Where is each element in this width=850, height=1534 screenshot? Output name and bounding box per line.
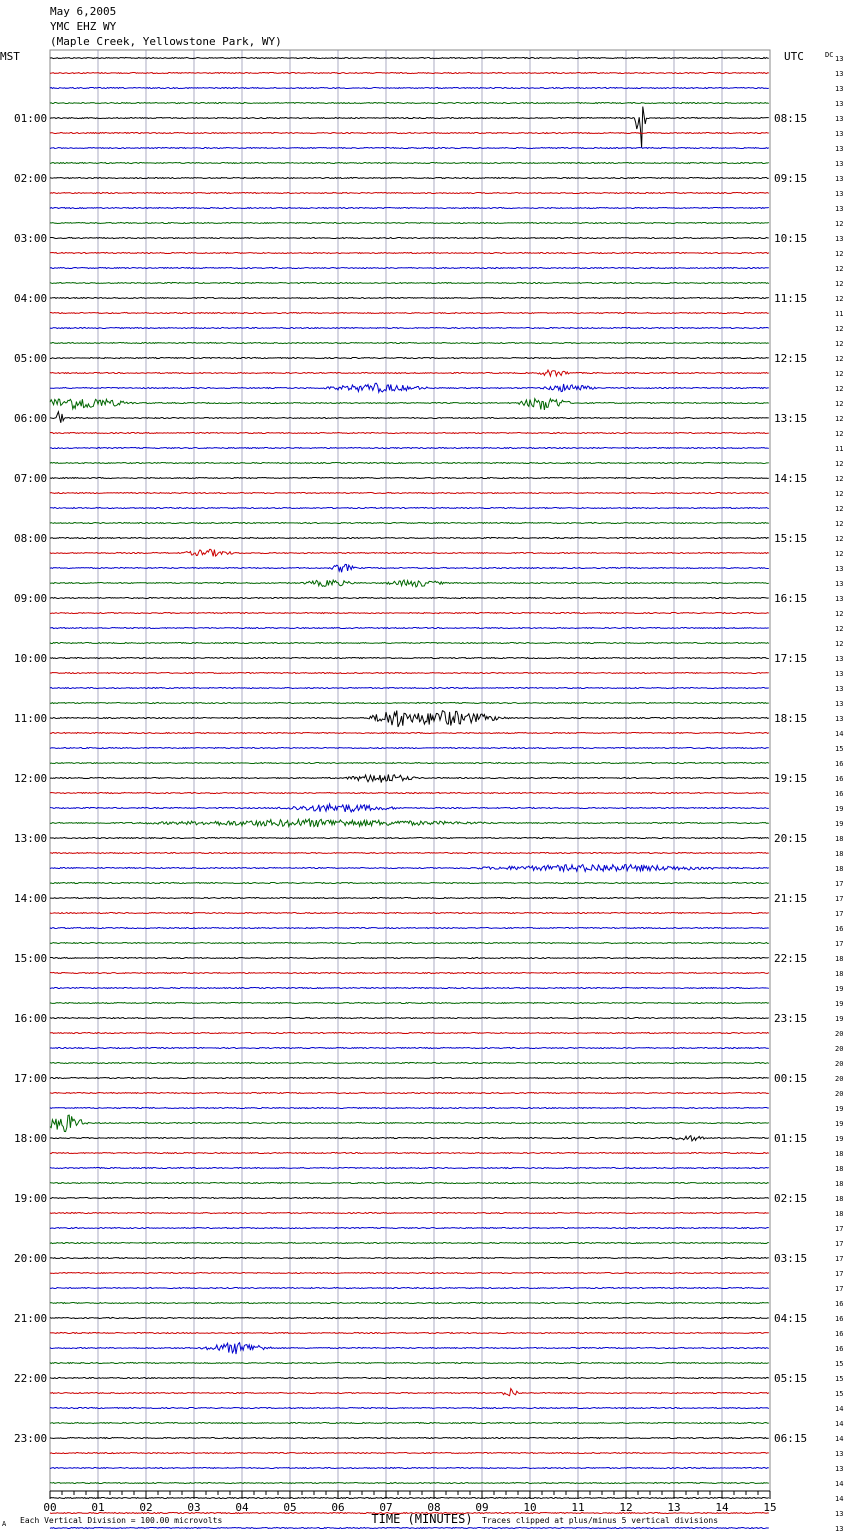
dc-value: 17 [835, 1225, 844, 1233]
mst-hour-label: 12:00 [14, 772, 48, 785]
trace-line [50, 507, 769, 508]
mst-hour-label: 21:00 [14, 1312, 48, 1325]
scale-note: Each Vertical Division = 100.00 microvolts [20, 1516, 223, 1525]
dc-value: 13 [835, 595, 844, 603]
trace-line [50, 222, 769, 223]
utc-hour-label: 10:15 [774, 232, 808, 245]
trace-line [50, 657, 769, 658]
trace-line [50, 792, 769, 793]
x-tick-label: 05 [283, 1501, 297, 1514]
utc-hour-label: 04:15 [774, 1312, 808, 1325]
mst-hour-label: 06:00 [14, 412, 48, 425]
trace-line [50, 1227, 769, 1228]
trace-line [50, 942, 769, 943]
trace-line [50, 687, 769, 688]
dc-value: 13 [835, 655, 844, 663]
trace-line [50, 1452, 769, 1453]
trace-line [50, 1422, 769, 1423]
trace-line [50, 102, 769, 103]
trace-line [50, 762, 769, 763]
dc-value: 13 [835, 1525, 844, 1533]
trace-line [50, 342, 769, 343]
dc-value: 16 [835, 1315, 844, 1323]
station-code: YMC EHZ WY [50, 20, 117, 33]
trace-line [50, 282, 769, 283]
trace-line [50, 147, 769, 148]
trace-line [50, 87, 769, 88]
dc-value: 19 [835, 805, 844, 813]
trace-line [50, 267, 769, 268]
trace-line [50, 1317, 769, 1318]
utc-axis-title: UTC [784, 50, 804, 63]
mst-hour-label: 19:00 [14, 1192, 48, 1205]
trace-line [50, 1527, 769, 1528]
dc-column-title: DC [825, 51, 834, 59]
utc-hour-label: 19:15 [774, 772, 808, 785]
trace-line [50, 1077, 769, 1078]
trace-line [50, 107, 769, 148]
dc-value: 13 [835, 55, 844, 63]
trace-line [50, 522, 769, 523]
x-tick-label: 07 [379, 1501, 393, 1514]
trace-line [50, 1302, 769, 1303]
trace-line [50, 1272, 769, 1273]
trace-line [50, 927, 769, 928]
dc-value: 13 [835, 1465, 844, 1473]
dc-value: 19 [835, 820, 844, 828]
trace-line [50, 1032, 769, 1033]
x-tick-label: 09 [475, 1501, 489, 1514]
dc-value: 17 [835, 895, 844, 903]
trace-line [50, 747, 769, 748]
dc-value: 12 [835, 220, 844, 228]
dc-value: 12 [835, 475, 844, 483]
dc-value: 12 [835, 340, 844, 348]
mst-hour-label: 13:00 [14, 832, 48, 845]
dc-value: 12 [835, 325, 844, 333]
dc-value: 17 [835, 1285, 844, 1293]
trace-line [50, 1389, 769, 1396]
dc-value: 14 [835, 1405, 844, 1413]
dc-value: 12 [835, 535, 844, 543]
trace-line [50, 462, 769, 463]
trace-line [50, 492, 769, 493]
utc-hour-label: 22:15 [774, 952, 808, 965]
trace-line [50, 177, 769, 178]
dc-value: 12 [835, 505, 844, 513]
dc-value: 13 [835, 160, 844, 168]
utc-hour-label: 14:15 [774, 472, 808, 485]
dc-value: 12 [835, 460, 844, 468]
trace-line [50, 162, 769, 163]
trace-line [50, 642, 769, 643]
trace-line [50, 1017, 769, 1018]
dc-value: 12 [835, 400, 844, 408]
dc-value-column [835, 55, 843, 1534]
dc-value: 13 [835, 235, 844, 243]
dc-value: 17 [835, 910, 844, 918]
dc-value: 16 [835, 1345, 844, 1353]
trace-line [50, 1047, 769, 1048]
mst-hour-label: 16:00 [14, 1012, 48, 1025]
trace-line [50, 297, 769, 298]
trace-line [50, 1002, 769, 1003]
trace-line [50, 357, 769, 358]
dc-value: 12 [835, 490, 844, 498]
dc-value: 20 [835, 1090, 844, 1098]
dc-value: 18 [835, 955, 844, 963]
mst-hour-label: 18:00 [14, 1132, 48, 1145]
dc-value: 18 [835, 1180, 844, 1188]
dc-value: 12 [835, 355, 844, 363]
x-tick-label: 06 [331, 1501, 345, 1514]
trace-line [50, 447, 769, 448]
trace-line [50, 1482, 769, 1483]
dc-value: 13 [835, 130, 844, 138]
hour-label-layer [14, 112, 807, 1445]
trace-line [50, 1107, 769, 1108]
x-tick-label: 01 [91, 1501, 105, 1514]
dc-value: 12 [835, 550, 844, 558]
dc-value: 14 [835, 1495, 844, 1503]
trace-line [50, 1182, 769, 1183]
trace-line [50, 837, 769, 838]
mst-hour-label: 01:00 [14, 112, 48, 125]
mst-hour-label: 05:00 [14, 352, 48, 365]
trace-line [50, 312, 769, 313]
x-axis-title: TIME (MINUTES) [371, 1512, 473, 1526]
minute-grid [98, 50, 722, 1491]
trace-line [50, 1167, 769, 1168]
trace-line [50, 897, 769, 898]
utc-hour-label: 01:15 [774, 1132, 808, 1145]
trace-line [50, 207, 769, 208]
dc-value: 13 [835, 115, 844, 123]
dc-value: 14 [835, 1420, 844, 1428]
trace-line [50, 882, 769, 883]
trace-layer [50, 57, 769, 1534]
dc-value: 18 [835, 1150, 844, 1158]
dc-value: 19 [835, 1015, 844, 1023]
dc-value: 13 [835, 205, 844, 213]
dc-value: 13 [835, 70, 844, 78]
dc-value: 17 [835, 940, 844, 948]
utc-hour-label: 00:15 [774, 1072, 808, 1085]
dc-value: 12 [835, 370, 844, 378]
dc-value: 13 [835, 145, 844, 153]
dc-value: 20 [835, 1075, 844, 1083]
trace-line [50, 432, 769, 433]
dc-value: 15 [835, 1375, 844, 1383]
trace-line [50, 1257, 769, 1258]
dc-value: 19 [835, 1105, 844, 1113]
dc-value: 16 [835, 775, 844, 783]
trace-line [50, 477, 769, 478]
dc-value: 18 [835, 970, 844, 978]
trace-line [50, 1407, 769, 1408]
dc-value: 18 [835, 1165, 844, 1173]
trace-line [50, 580, 769, 587]
dc-value: 13 [835, 565, 844, 573]
dc-value: 13 [835, 1510, 844, 1518]
dc-value: 20 [835, 1060, 844, 1068]
mst-hour-label: 08:00 [14, 532, 48, 545]
x-axis [43, 1491, 776, 1514]
trace-line [50, 132, 769, 133]
trace-line [50, 819, 769, 827]
x-tick-label: 04 [235, 1501, 249, 1514]
trace-line [50, 1343, 769, 1354]
mst-hour-label: 23:00 [14, 1432, 48, 1445]
dc-value: 17 [835, 1270, 844, 1278]
dc-value: 16 [835, 1330, 844, 1338]
mst-hour-label: 02:00 [14, 172, 48, 185]
dc-value: 17 [835, 1255, 844, 1263]
mst-hour-label: 22:00 [14, 1372, 48, 1385]
dc-value: 12 [835, 385, 844, 393]
utc-hour-label: 17:15 [774, 652, 808, 665]
utc-hour-label: 15:15 [774, 532, 808, 545]
dc-value: 12 [835, 520, 844, 528]
dc-value: 12 [835, 610, 844, 618]
mst-hour-label: 04:00 [14, 292, 48, 305]
dc-value: 13 [835, 700, 844, 708]
dc-value: 16 [835, 790, 844, 798]
x-tick-label: 10 [523, 1501, 537, 1514]
utc-hour-label: 21:15 [774, 892, 808, 905]
trace-line [50, 1467, 769, 1468]
trace-line [50, 327, 769, 328]
dc-value: 11 [835, 445, 844, 453]
mst-hour-label: 09:00 [14, 592, 48, 605]
trace-line [50, 399, 769, 410]
mst-hour-label: 17:00 [14, 1072, 48, 1085]
dc-value: 13 [835, 190, 844, 198]
mst-hour-label: 10:00 [14, 652, 48, 665]
dc-value: 12 [835, 265, 844, 273]
utc-hour-label: 13:15 [774, 412, 808, 425]
mst-hour-label: 07:00 [14, 472, 48, 485]
trace-line [50, 1197, 769, 1198]
trace-line [50, 1115, 769, 1131]
dc-value: 17 [835, 1240, 844, 1248]
utc-hour-label: 03:15 [774, 1252, 808, 1265]
dc-value: 13 [835, 85, 844, 93]
x-tick-label: 12 [619, 1501, 633, 1514]
station-date: May 6,2005 [50, 5, 117, 18]
trace-line [50, 612, 769, 613]
trace-line [50, 774, 769, 782]
utc-hour-label: 23:15 [774, 1012, 808, 1025]
dc-value: 12 [835, 430, 844, 438]
trace-line [50, 597, 769, 598]
dc-value: 17 [835, 880, 844, 888]
dc-value: 12 [835, 250, 844, 258]
trace-line [50, 711, 769, 727]
x-tick-label: 15 [763, 1501, 777, 1514]
dc-value: 16 [835, 925, 844, 933]
x-tick-label: 13 [667, 1501, 681, 1514]
dc-value: 13 [835, 580, 844, 588]
dc-value: 16 [835, 1300, 844, 1308]
dc-value: 20 [835, 1030, 844, 1038]
x-tick-label: 03 [187, 1501, 201, 1514]
trace-line [50, 1242, 769, 1243]
trace-line [50, 1437, 769, 1438]
dc-value: 15 [835, 1360, 844, 1368]
dc-value: 18 [835, 865, 844, 873]
trace-line [50, 1062, 769, 1063]
utc-hour-label: 05:15 [774, 1372, 808, 1385]
utc-hour-label: 09:15 [774, 172, 808, 185]
trace-line [50, 564, 769, 572]
dc-value: 16 [835, 760, 844, 768]
x-tick-label: 14 [715, 1501, 729, 1514]
plot-frame [50, 50, 770, 1491]
trace-line [50, 1152, 769, 1153]
trace-line [50, 1332, 769, 1333]
utc-hour-label: 06:15 [774, 1432, 808, 1445]
trace-line [50, 1136, 769, 1141]
station-location: (Maple Creek, Yellowstone Park, WY) [50, 35, 282, 48]
clip-note: Traces clipped at plus/minus 5 vertical divisions [482, 1516, 719, 1525]
trace-line [50, 972, 769, 973]
dc-value: 14 [835, 730, 844, 738]
mst-hour-label: 14:00 [14, 892, 48, 905]
trace-line [50, 1287, 769, 1288]
dc-value: 12 [835, 640, 844, 648]
trace-line [50, 627, 769, 628]
trace-line [50, 412, 769, 423]
trace-line [50, 1497, 769, 1498]
trace-line [50, 672, 769, 673]
dc-value: 13 [835, 670, 844, 678]
dc-value: 19 [835, 985, 844, 993]
trace-line [50, 732, 769, 733]
dc-value: 18 [835, 1210, 844, 1218]
x-tick-label: 00 [43, 1501, 57, 1514]
dc-value: 20 [835, 1045, 844, 1053]
utc-hour-label: 12:15 [774, 352, 808, 365]
dc-value: 13 [835, 715, 844, 723]
trace-line [50, 72, 769, 73]
utc-hour-label: 11:15 [774, 292, 808, 305]
trace-line [50, 549, 769, 556]
trace-line [50, 1212, 769, 1213]
trace-line [50, 1377, 769, 1378]
dc-value: 13 [835, 685, 844, 693]
trace-line [50, 383, 769, 392]
utc-hour-label: 02:15 [774, 1192, 808, 1205]
trace-line [50, 537, 769, 538]
utc-hour-label: 18:15 [774, 712, 808, 725]
trace-line [50, 852, 769, 853]
trace-line [50, 252, 769, 253]
dc-value: 15 [835, 1390, 844, 1398]
x-tick-label: 08 [427, 1501, 441, 1514]
mst-hour-label: 20:00 [14, 1252, 48, 1265]
dc-value: 12 [835, 625, 844, 633]
x-tick-label: 11 [571, 1501, 585, 1514]
dc-value: 11 [835, 310, 844, 318]
trace-line [50, 370, 769, 376]
footer-left-mark: A [2, 1520, 7, 1528]
dc-value: 18 [835, 835, 844, 843]
trace-line [50, 804, 769, 812]
trace-line [50, 987, 769, 988]
dc-value: 12 [835, 295, 844, 303]
x-tick-label: 02 [139, 1501, 153, 1514]
trace-line [50, 1362, 769, 1363]
dc-value: 12 [835, 280, 844, 288]
dc-value: 13 [835, 175, 844, 183]
trace-line [50, 957, 769, 958]
trace-line [50, 192, 769, 193]
dc-value: 14 [835, 1435, 844, 1443]
dc-value: 12 [835, 415, 844, 423]
utc-hour-label: 16:15 [774, 592, 808, 605]
dc-value: 13 [835, 1450, 844, 1458]
trace-line [50, 912, 769, 913]
dc-value: 19 [835, 1135, 844, 1143]
trace-line [50, 1092, 769, 1093]
trace-line [50, 237, 769, 238]
dc-value: 18 [835, 850, 844, 858]
trace-line [50, 702, 769, 703]
mst-axis-title: MST [0, 50, 20, 63]
mst-hour-label: 11:00 [14, 712, 48, 725]
dc-value: 14 [835, 1480, 844, 1488]
dc-value: 19 [835, 1120, 844, 1128]
utc-hour-label: 08:15 [774, 112, 808, 125]
dc-value: 19 [835, 1000, 844, 1008]
trace-line [50, 865, 769, 872]
dc-value: 13 [835, 100, 844, 108]
dc-value: 18 [835, 1195, 844, 1203]
trace-line [50, 57, 769, 58]
mst-hour-label: 15:00 [14, 952, 48, 965]
dc-value: 15 [835, 745, 844, 753]
utc-hour-label: 20:15 [774, 832, 808, 845]
mst-hour-label: 03:00 [14, 232, 48, 245]
